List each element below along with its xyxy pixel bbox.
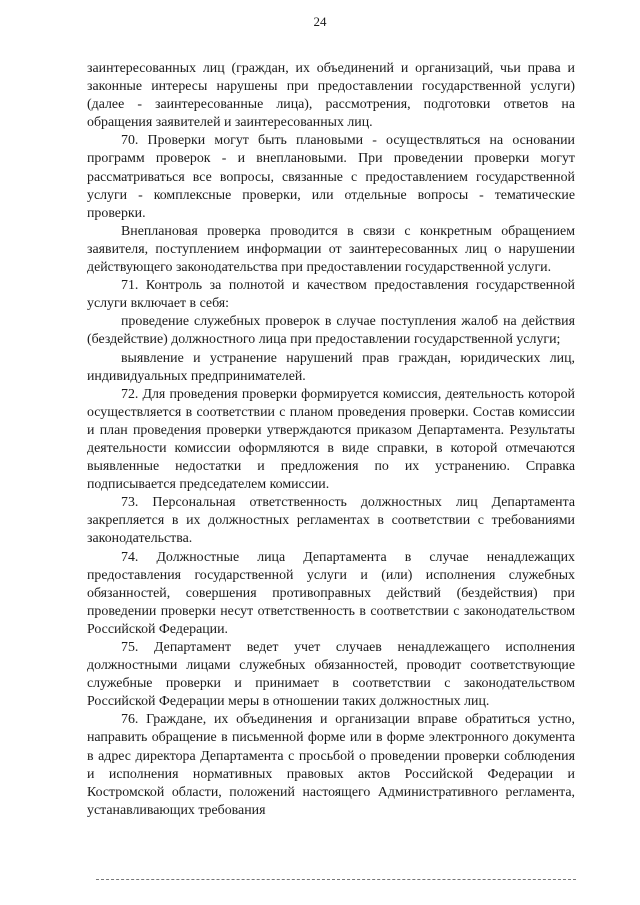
paragraph-76: 76. Граждане, их объединения и организации вправе обратиться устно, направить обращение в письменной форме или в форме электронного документа в адрес директора Департамента с просьбой о проведении проверки соблюдения и исполнения нормативных правовых актов Российской Федерации и Костромской области, положений настоящего Административного регламента, устанавливающих требования (87, 712, 575, 818)
paragraph-unscheduled-inspection: Внеплановая проверка проводится в связи с конкретным обращением заявителя, поступлением информации от заинтересованных лиц о нарушении действующего законодательства при предоставлении государственной услуги. (87, 223, 575, 276)
document-body (87, 60, 575, 820)
paragraph-continuation: заинтересованных лиц (граждан, их объединений и организаций, чьи права и законные интересы нарушены при предоставлении государственной услуги) (далее - заинтересованные лица), рассмотрения, подготовки ответов на обращения заявителей и заинтересованных лиц. (87, 61, 575, 131)
paragraph-75: 75. Департамент ведет учет случаев ненадлежащего исполнения должностными лицами служебных обязанностей, проводит соответствующие служебные проверки и принимает в соответствии с законодательством Российской Федерации меры в отношении таких должностных лиц. (87, 640, 575, 710)
paragraph-72: 72. Для проведения проверки формируется комиссия, деятельность которой осуществляется в соответствии с планом проведения проверки. Состав комиссии и план проведения проверки утверждаются приказом Департамента. Результаты деятельности комиссии оформляются в виде справки, в которой отмечаются выявленные недостатки и предложения по их устранению. Справка подписывается председателем комиссии. (87, 386, 575, 493)
paragraph-70: 70. Проверки могут быть плановыми - осуществляться на основании программ проверок - и внеплановыми. При проведении проверки могут рассматриваться все вопросы, связанные с предоставлением государственной услуги - комплексные проверки, или отдельные вопросы - тематические проверки. (87, 133, 575, 221)
paragraph-71: 71. Контроль за полнотой и качеством предоставления государственной услуги включает в себя: (87, 278, 575, 312)
paragraph-74: 74. Должностные лица Департамента в случае ненадлежащих предоставления государственной услуги и (или) исполнения служебных обязанностей, совершения противоправных действий (бездействия) при проведении проверки несут ответственность в соответствии с законодательством Российской Федерации. (87, 549, 575, 637)
paragraph-73: 73. Персональная ответственность должностных лиц Департамента закрепляется в их должностных регламентах в соответствии с требованиями законодательства. (87, 495, 575, 547)
paragraph-71-item-2: выявление и устранение нарушений прав граждан, юридических лиц, индивидуальных предпринимателей. (87, 350, 575, 384)
footer-divider (96, 879, 576, 880)
page-number: 24 (313, 14, 327, 29)
paragraph-71-item-1: проведение служебных проверок в случае поступления жалоб на действия (бездействие) должностного лица при предоставлении государственной услуги; (87, 314, 575, 348)
